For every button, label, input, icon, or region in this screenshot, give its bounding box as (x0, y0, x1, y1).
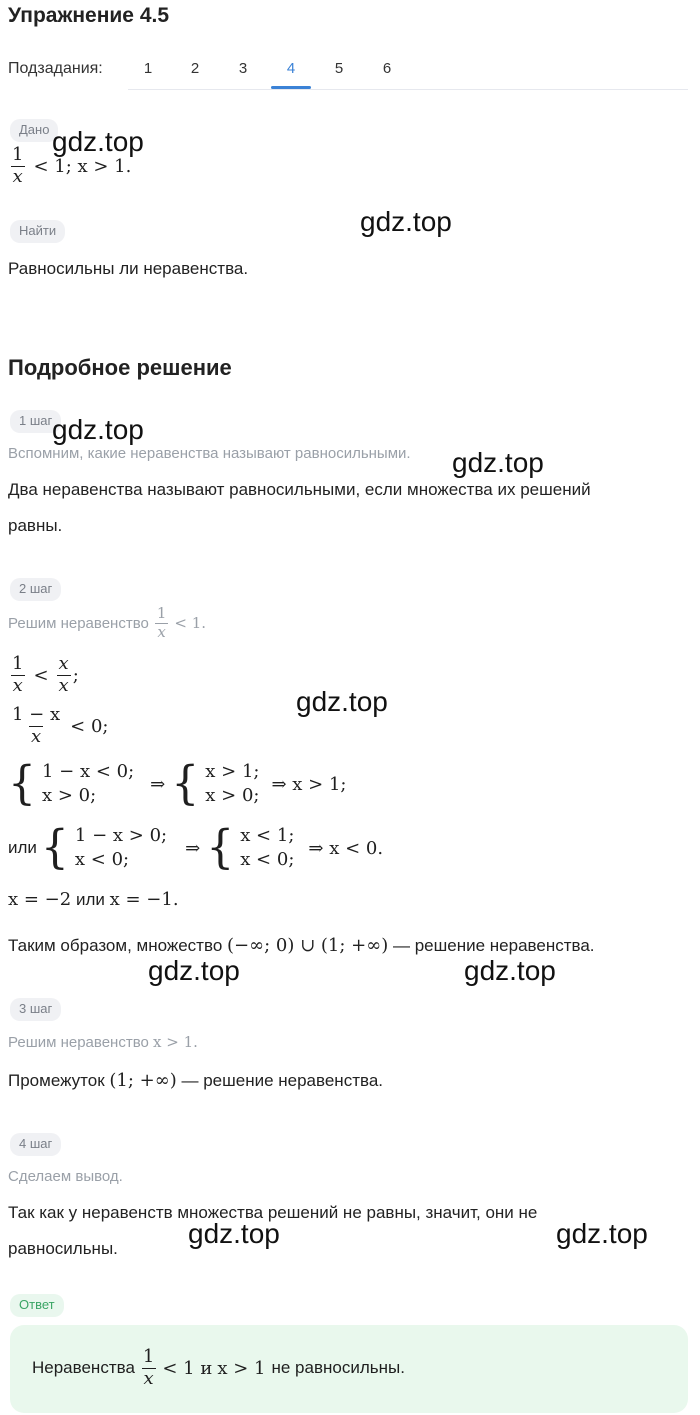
step2-line1: $\frac{1}{x}$ < $\frac{x}{x}$ ; (12, 653, 79, 696)
step2-pill: 2 шаг (10, 578, 61, 601)
tab-2[interactable]: 2 (190, 60, 200, 77)
step4-line1: Так как у неравенств множества решений не равны, значит, они не (8, 1203, 538, 1222)
watermark: gdz.top (188, 1218, 280, 1249)
watermark: gdz.top (452, 447, 544, 478)
step1-line1: Два неравенства называют равносильными, если множества их решений (8, 480, 591, 499)
step4-pill: 4 шаг (10, 1133, 61, 1156)
step4-hint: Сделаем вывод. (8, 1168, 123, 1185)
step3-pill: 3 шаг (10, 998, 61, 1021)
watermark: gdz.top (148, 955, 240, 986)
tab-3[interactable]: 3 (238, 60, 248, 77)
system-1: { 1 − x < 0; x > 0; ⇒ { x > 1; x > 0; ⇒ x > 1; (8, 756, 347, 811)
step2-conclusion: Таким образом, множество (−∞; 0) ∪ (1; +∞) — решение неравенства. (8, 935, 595, 956)
watermark: gdz.top (360, 206, 452, 237)
watermark: gdz.top (464, 955, 556, 986)
solution-heading: Подробное решение (8, 355, 232, 380)
step1-line2: равны. (8, 516, 63, 535)
watermark: gdz.top (296, 686, 388, 717)
watermark: gdz.top (52, 414, 144, 445)
step1-pill: 1 шаг (10, 410, 61, 433)
step3-hint: Решим неравенство x > 1. (8, 1033, 198, 1051)
page-title: Упражнение 4.5 (8, 4, 170, 27)
find-pill: Найти (10, 220, 65, 243)
system-2: или { 1 − x > 0; x < 0; ⇒ { x < 1; x < 0; ⇒ x < 0. (8, 820, 384, 875)
given-pill: Дано (10, 119, 58, 142)
step4-line2: равносильны. (8, 1239, 118, 1258)
tab-1[interactable]: 1 (143, 60, 153, 77)
watermark: gdz.top (556, 1218, 648, 1249)
step1-hint: Вспомним, какие неравенства называют равносильными. (8, 445, 411, 462)
answer-text: Неравенства $\frac{1}{x}$ < 1 и x > 1 не равносильны. (32, 1346, 405, 1389)
active-tab-indicator (271, 86, 311, 89)
step2-hint: Решим неравенство $\frac{1}{x}$ < 1. (8, 604, 207, 641)
step3-text: Промежуток (1; +∞) — решение неравенства. (8, 1070, 383, 1091)
given-math: $\frac{1}{x}$ < 1; x > 1. (12, 144, 132, 187)
tab-6[interactable]: 6 (382, 60, 392, 77)
find-text: Равносильны ли неравенства. (8, 259, 249, 278)
subtasks-tabs (128, 48, 688, 90)
answer-pill: Ответ (10, 1294, 64, 1317)
step2-line2: $\frac{1 - x}{x}$ < 0; (12, 704, 109, 747)
subtasks-label: Подзадания: (8, 60, 103, 77)
tab-4[interactable]: 4 (286, 60, 296, 77)
tab-5[interactable]: 5 (334, 60, 344, 77)
check-line: x = −2 или x = −1. (8, 889, 179, 910)
watermark: gdz.top (52, 126, 144, 157)
